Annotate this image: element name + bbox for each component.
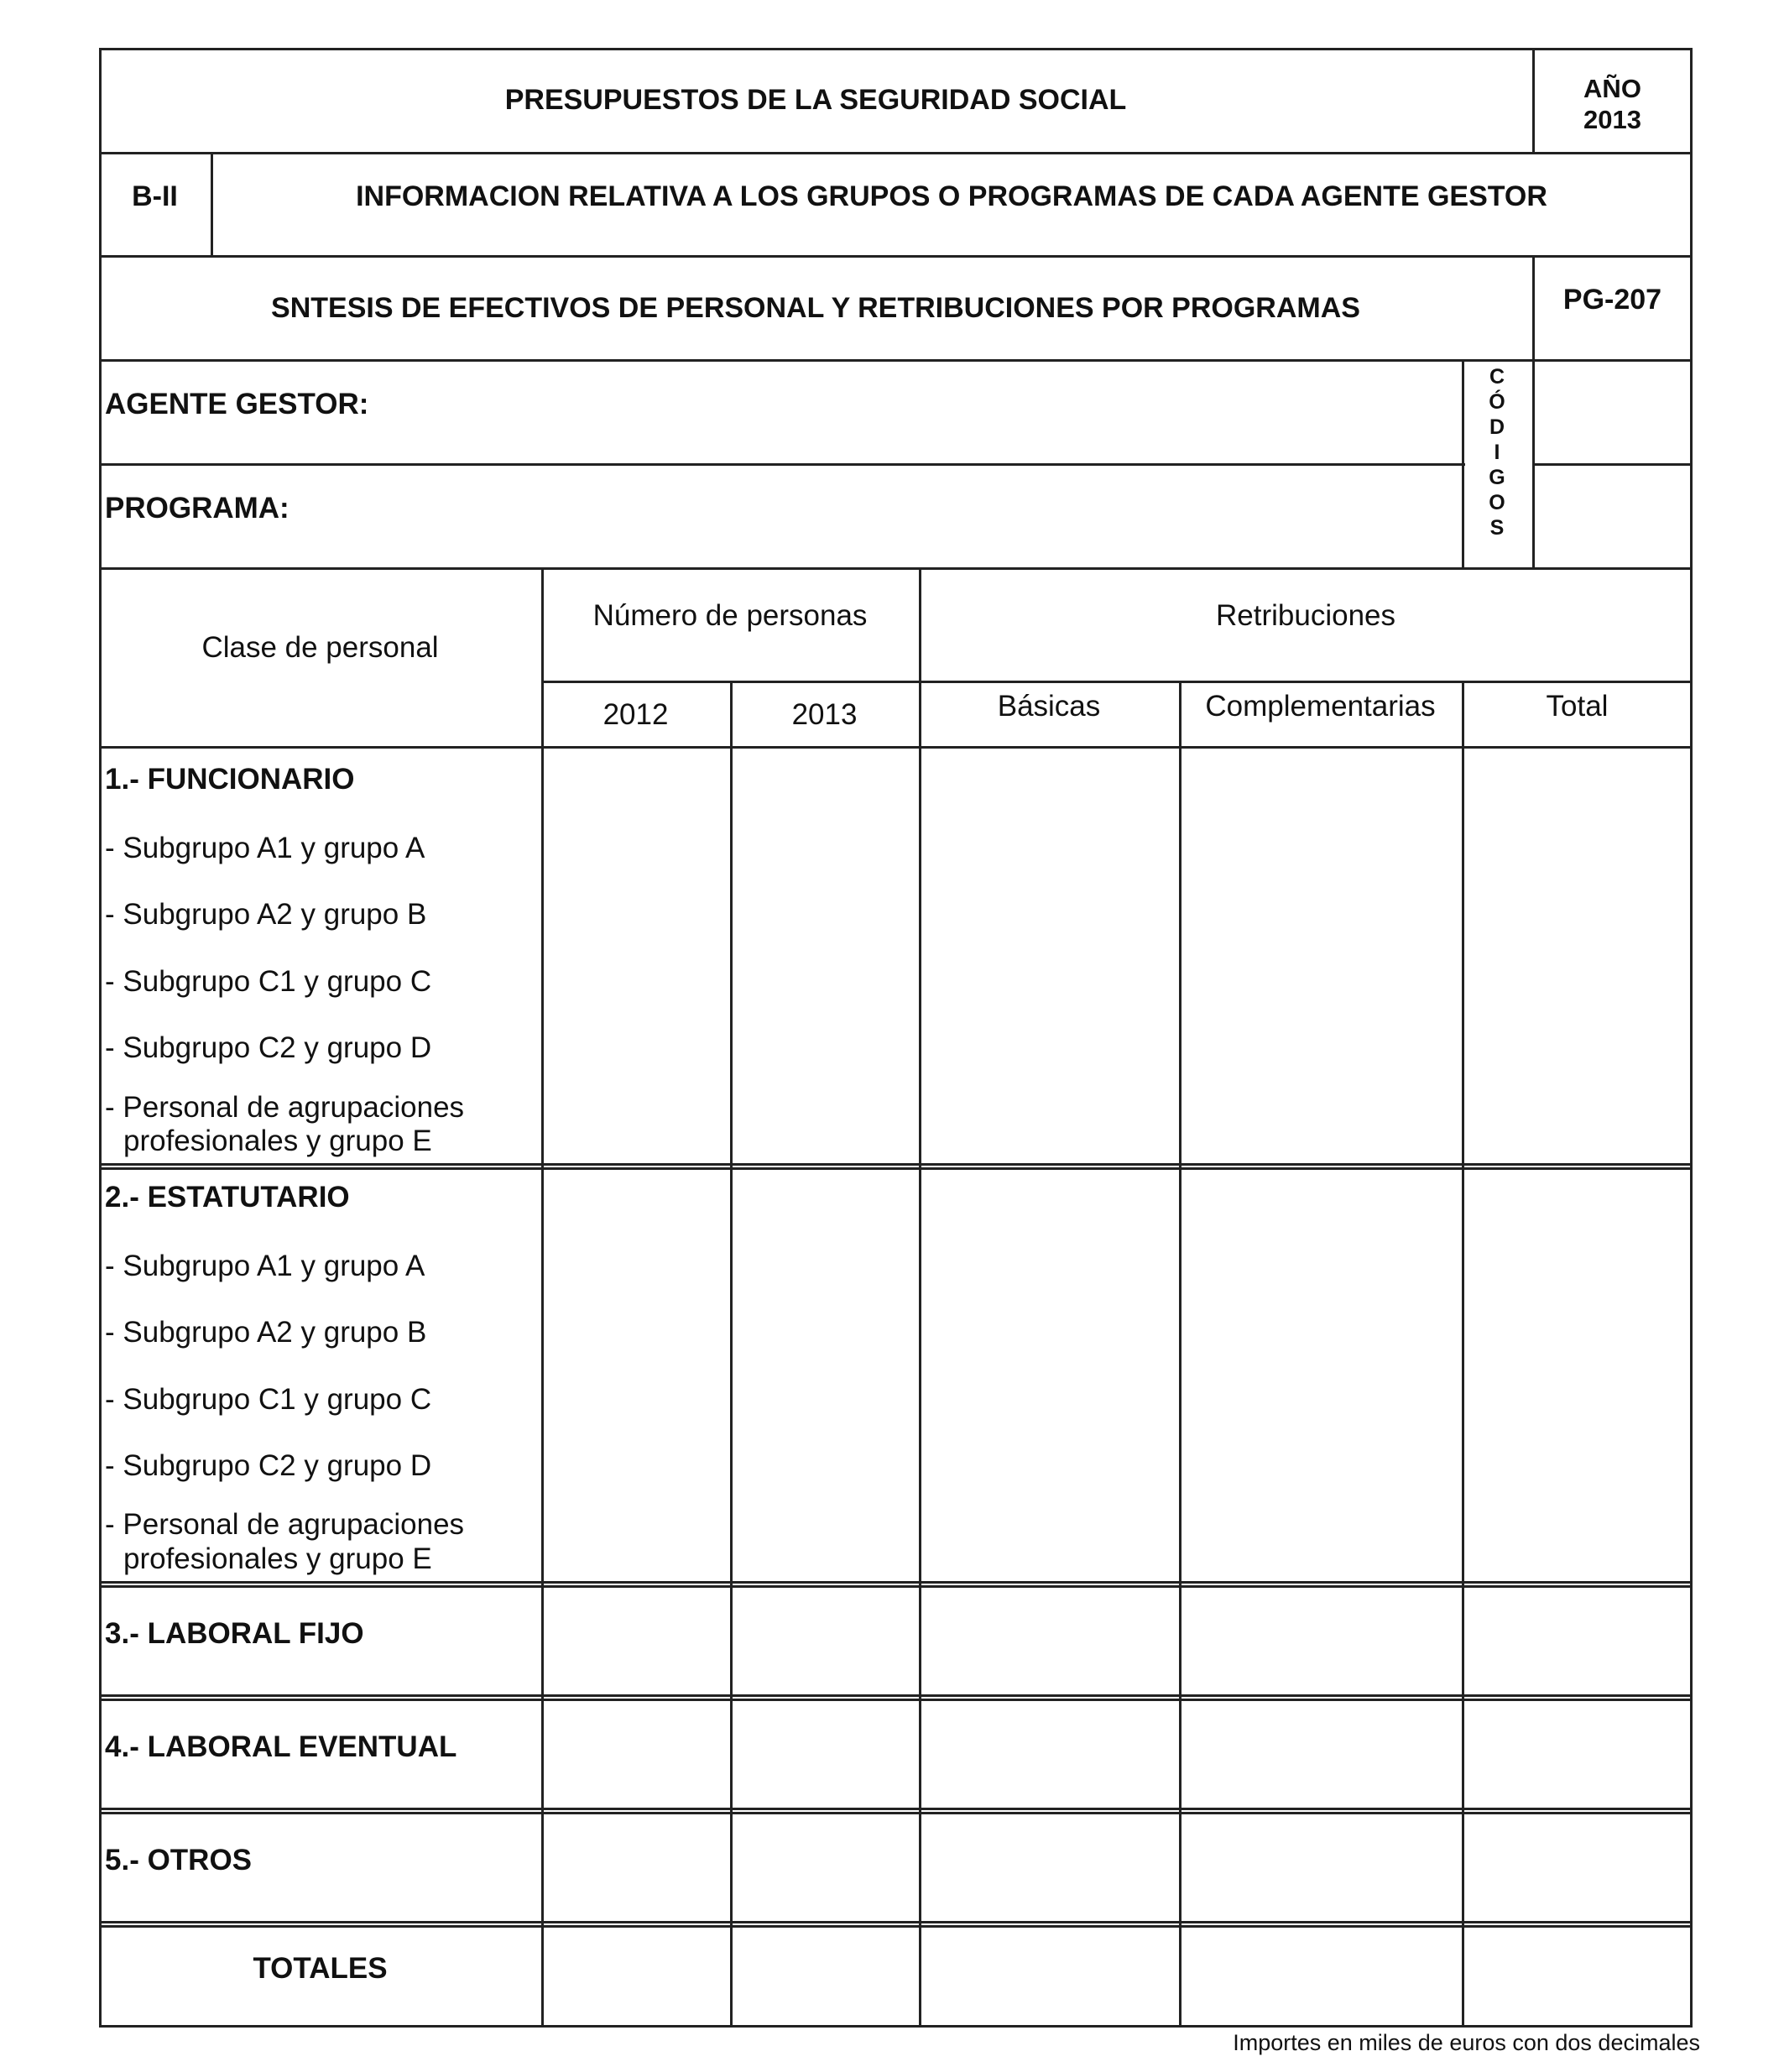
- codes-letter: S: [1489, 516, 1505, 540]
- rule: [99, 255, 1693, 258]
- section-title: INFORMACION RELATIVA A LOS GRUPOS O PROGRAMAS DE CADA AGENTE GESTOR: [356, 180, 1547, 212]
- row-label: - Subgrupo A1 y grupo A: [105, 1250, 425, 1282]
- totals-label: TOTALES: [253, 1952, 388, 1985]
- row-label: - Subgrupo A2 y grupo B: [105, 1316, 427, 1349]
- column-rule: [1462, 681, 1464, 2028]
- form-code: PG-207: [1562, 284, 1662, 316]
- codes-label: [1480, 364, 1514, 540]
- column-rule: [919, 567, 921, 2028]
- section-title: 4.- LABORAL EVENTUAL: [105, 1730, 457, 1763]
- section-divider: [99, 1581, 1693, 1588]
- section-divider: [99, 1694, 1693, 1701]
- col-header-basic: Básicas: [997, 690, 1101, 723]
- col-header-2012: 2012: [602, 698, 669, 731]
- rule: [541, 681, 1693, 683]
- rule: [99, 359, 1693, 362]
- column-rule: [730, 681, 733, 2028]
- col-header-pay: Retribuciones: [1216, 599, 1395, 632]
- column-rule: [541, 567, 544, 2028]
- col-header-class: Clase de personal: [201, 631, 439, 664]
- section-title: 1.- FUNCIONARIO: [105, 763, 355, 796]
- section-divider: [99, 1921, 1693, 1928]
- row-label: - Subgrupo C1 y grupo C: [105, 965, 432, 998]
- form-title: SNTESIS DE EFECTIVOS DE PERSONAL Y RETRIBUCIONES POR PROGRAMAS: [271, 292, 1360, 324]
- codes-letter: O: [1489, 491, 1505, 514]
- section-title: 2.- ESTATUTARIO: [105, 1181, 350, 1213]
- col-header-2013: 2013: [791, 698, 858, 731]
- col-header-total: Total: [1546, 690, 1609, 723]
- column-rule: [1179, 681, 1182, 2028]
- rule: [1462, 359, 1464, 567]
- year-label: AÑO: [1583, 74, 1641, 103]
- row-label: - Subgrupo A1 y grupo A: [105, 832, 425, 864]
- row-label: - Personal de agrupaciones: [105, 1091, 465, 1124]
- row-label-continued: profesionales y grupo E: [123, 1125, 432, 1157]
- codes-letter: Ó: [1489, 390, 1505, 414]
- program-label: PROGRAMA:: [105, 492, 290, 525]
- section-code: B-II: [132, 180, 178, 212]
- rule: [99, 746, 1693, 749]
- row-label: - Subgrupo C1 y grupo C: [105, 1383, 432, 1416]
- section-divider: [99, 1163, 1693, 1170]
- codes-letter: C: [1489, 365, 1505, 389]
- col-header-complementary: Complementarias: [1205, 690, 1436, 723]
- row-label: - Subgrupo A2 y grupo B: [105, 898, 427, 931]
- rule: [1532, 359, 1535, 567]
- agent-label: AGENTE GESTOR:: [105, 388, 369, 420]
- page-title: PRESUPUESTOS DE LA SEGURIDAD SOCIAL: [504, 84, 1127, 116]
- row-label: - Personal de agrupaciones: [105, 1508, 465, 1541]
- codes-letter: G: [1489, 466, 1505, 489]
- section-divider: [99, 1808, 1693, 1814]
- section-title: 3.- LABORAL FIJO: [105, 1617, 364, 1650]
- codes-letter: I: [1494, 441, 1500, 464]
- col-header-people: Número de personas: [592, 599, 868, 632]
- footnote: Importes en miles de euros con dos decimales: [1233, 2030, 1700, 2055]
- codes-letter: D: [1489, 415, 1505, 439]
- row-label: - Subgrupo C2 y grupo D: [105, 1031, 432, 1064]
- rule: [99, 463, 1465, 466]
- rule: [99, 152, 1693, 154]
- rule: [99, 567, 1693, 570]
- row-label: - Subgrupo C2 y grupo D: [105, 1449, 432, 1482]
- year-value: 2013: [1583, 105, 1641, 134]
- rule: [1532, 463, 1693, 466]
- row-label-continued: profesionales y grupo E: [123, 1542, 432, 1575]
- section-title: 5.- OTROS: [105, 1844, 253, 1876]
